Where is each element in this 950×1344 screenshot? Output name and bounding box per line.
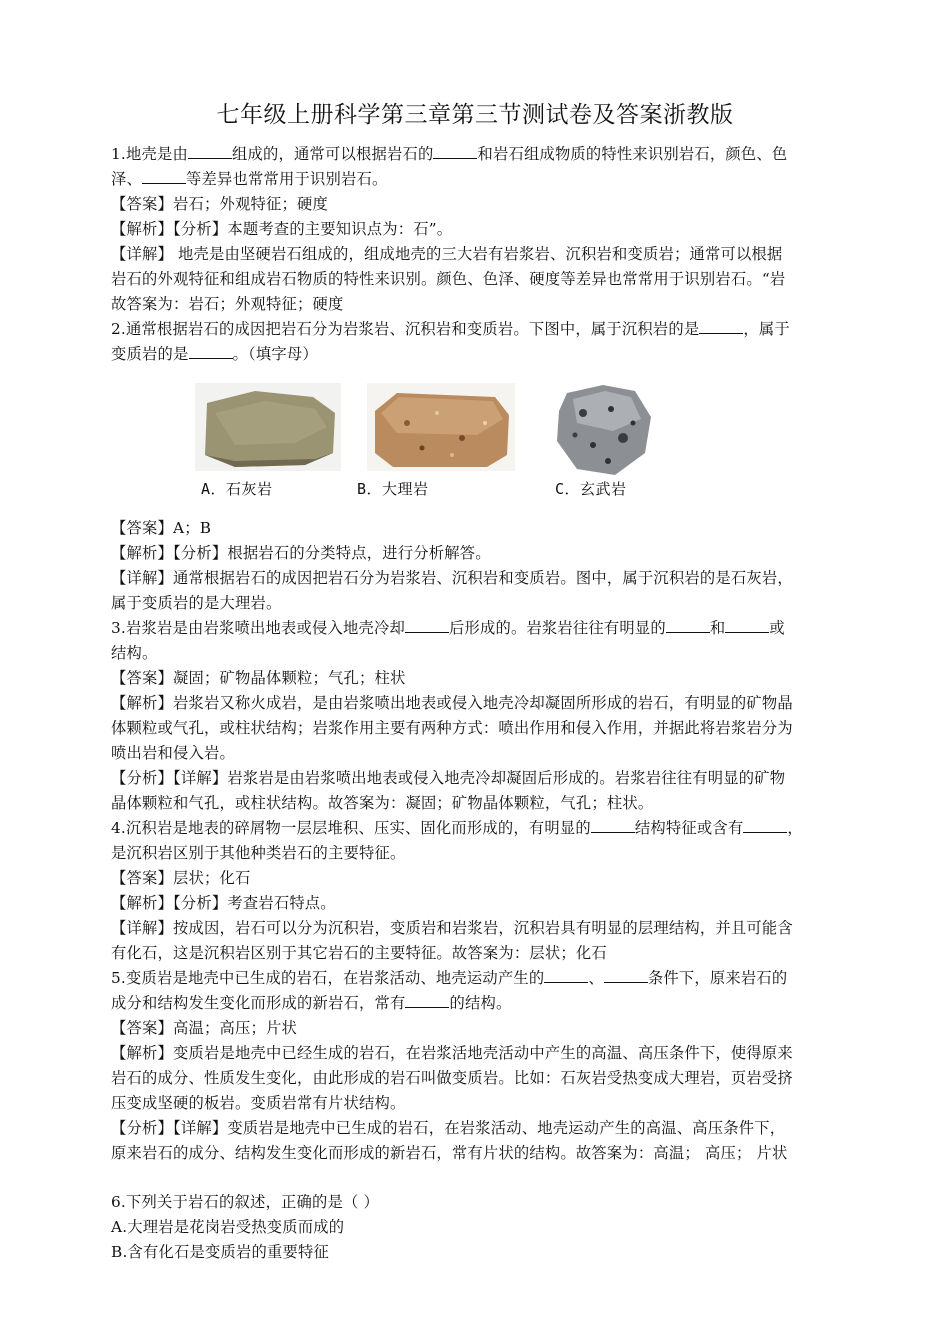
answer-4: 【答案】层状；化石 (111, 869, 251, 887)
analysis-5-line-1: 【解析】变质岩是地壳中已经生成的岩石，在岩浆活地壳活动中产生的高温、高压条件下，使得原来 (111, 1044, 793, 1062)
text: 后形成的。岩浆岩往往有明显的 (448, 619, 666, 637)
text: 等差异也常常用于识别岩石。 (186, 170, 388, 188)
question-2-line-2 (111, 342, 318, 366)
text: 2.通常根据岩石的成因把岩石分为岩浆岩、沉积岩和变质岩。下图中，属于沉积岩的是 (111, 320, 700, 338)
answer-blank (725, 618, 769, 633)
marble-image (367, 383, 515, 471)
text: 或 (769, 619, 785, 637)
question-3-line-2: 结构。 (111, 644, 158, 662)
answer-5: 【答案】高温；高压；片状 (111, 1019, 297, 1037)
explanation-1-line-2: 岩石的外观特征和组成岩石物质的特性来识别。颜色、色泽、硬度等差异也常常用于识别岩石。“岩 (111, 270, 786, 288)
explanation-1-line-3: 故答案为：岩石；外观特征；硬度 (111, 295, 344, 313)
explanation-1-line-1: 【详解】 地壳是由坚硬岩石组成的，组成地壳的三大岩有岩浆岩、沉积岩和变质岩；通常可以根据 (111, 245, 783, 263)
text: ，属于 (743, 320, 790, 338)
question-2-line-1 (111, 317, 790, 341)
explanation-3-line-1: 【分析】【详解】岩浆岩是由岩浆喷出地表或侵入地壳冷却凝固后形成的。岩浆岩往往有明显的矿物 (111, 769, 786, 787)
text: 4.沉积岩是地表的碎屑物一层层堆积、压实、固化而形成的，有明显的 (111, 819, 591, 837)
explanation-2-line-2: 属于变质岩的是大理岩。 (111, 594, 282, 612)
answer-3: 【答案】凝固；矿物晶体颗粒；气孔；柱状 (111, 669, 406, 687)
question-6: 6.下列关于岩石的叙述，正确的是（ ） (111, 1193, 380, 1211)
question-4-line-1 (111, 816, 803, 840)
answer-blank (591, 818, 635, 833)
caption-limestone: A．石灰岩 (201, 480, 273, 498)
answer-blank (405, 618, 449, 633)
text: 成分和结构发生变化而形成的新岩石，常有 (111, 994, 406, 1012)
explanation-4-line-1: 【详解】按成因，岩石可以分为沉积岩，变质岩和岩浆岩，沉积岩具有明显的层理结构，并且可能含 (111, 919, 793, 937)
text: 1.地壳是由 (111, 145, 188, 163)
text: 和 (709, 619, 726, 637)
analysis-3-line-2: 体颗粒或气孔，或柱状结构；岩浆作用主要有两种方式：喷出作用和侵入作用，并据此将岩浆岩分为 (111, 719, 793, 737)
text: 。（填字母） (232, 345, 318, 363)
text: ， (787, 819, 803, 837)
answer-blank (604, 968, 648, 983)
answer-blank (189, 344, 233, 359)
answer-blank (433, 144, 477, 159)
page-title: 七年级上册科学第三章第三节测试卷及答案浙教版 (216, 102, 734, 128)
answer-blank (188, 144, 232, 159)
text: 泽、 (111, 170, 142, 188)
text: 和岩石组成物质的特性来识别岩石，颜色、色 (477, 145, 788, 163)
basalt-image (553, 383, 655, 479)
text: 结构特征或含有 (634, 819, 744, 837)
answer-2: 【答案】A；B (111, 519, 212, 537)
analysis-1: 【解析】【分析】本题考查的主要知识点为：石”。 (111, 220, 453, 238)
question-5-line-2 (111, 991, 511, 1015)
caption-basalt: C．玄武岩 (555, 480, 627, 498)
answer-1: 【答案】岩石；外观特征；硬度 (111, 195, 328, 213)
question-1-line-2 (111, 167, 387, 191)
analysis-3-line-1: 【解析】岩浆岩又称火成岩，是由岩浆喷出地表或侵入地壳冷却凝固所形成的岩石，有明显的矿物晶 (111, 694, 793, 712)
answer-blank (142, 169, 186, 184)
answer-blank (666, 618, 710, 633)
analysis-5-line-2: 岩石的成分、性质发生变化，由此形成的岩石叫做变质岩。比如：石灰岩受热变成大理岩，页岩受挤 (111, 1069, 793, 1087)
text: 变质岩的是 (111, 345, 189, 363)
analysis-4: 【解析】【分析】考查岩石特点。 (111, 894, 336, 912)
text: 的结构。 (449, 994, 512, 1012)
rock-figure (195, 383, 675, 503)
option-6a: A.大理岩是花岗岩受热变质而成的 (111, 1218, 345, 1236)
explanation-4-line-2: 有化石，这是沉积岩区别于其它岩石的主要特征。故答案为：层状；化石 (111, 944, 607, 962)
answer-blank (699, 319, 743, 334)
analysis-2: 【解析】【分析】根据岩石的分类特点，进行分析解答。 (111, 544, 491, 562)
question-1-line-1 (111, 142, 787, 166)
analysis-5-line-3: 压变成坚硬的板岩。变质岩常有片状结构。 (111, 1094, 406, 1112)
answer-blank (544, 968, 588, 983)
explanation-5-line-1: 【分析】【详解】变质岩是地壳中已生成的岩石，在岩浆活动、地壳运动产生的高温、高压条件下， (111, 1119, 786, 1137)
analysis-3-line-3: 喷出岩和侵入岩。 (111, 744, 235, 762)
explanation-5-line-2: 原来岩石的成分、结构发生变化而形成的新岩石，常有片状的结构。故答案为：高温； 高压； 片状 (111, 1144, 788, 1162)
text: 、 (588, 969, 604, 987)
text: 5.变质岩是地壳中已生成的岩石，在岩浆活动、地壳运动产生的 (111, 969, 545, 987)
question-4-line-2: 是沉积岩区别于其他种类岩石的主要特征。 (111, 844, 406, 862)
answer-blank (743, 818, 787, 833)
explanation-3-line-2: 晶体颗粒和气孔，或柱状结构。故答案为：凝固；矿物晶体颗粒，气孔；柱状。 (111, 794, 654, 812)
text: 组成的，通常可以根据岩石的 (231, 145, 434, 163)
question-5-line-1 (111, 966, 787, 990)
caption-marble: B．大理岩 (357, 480, 429, 498)
explanation-2-line-1: 【详解】通常根据岩石的成因把岩石分为岩浆岩、沉积岩和变质岩。图中，属于沉积岩的是石灰岩， (111, 569, 793, 587)
text: 3.岩浆岩是由岩浆喷出地表或侵入地壳冷却 (111, 619, 405, 637)
text: 条件下，原来岩石的 (647, 969, 788, 987)
limestone-image (195, 383, 341, 471)
question-3-line-1 (111, 616, 785, 640)
option-6b: B.含有化石是变质岩的重要特征 (111, 1243, 329, 1261)
answer-blank (405, 993, 449, 1008)
